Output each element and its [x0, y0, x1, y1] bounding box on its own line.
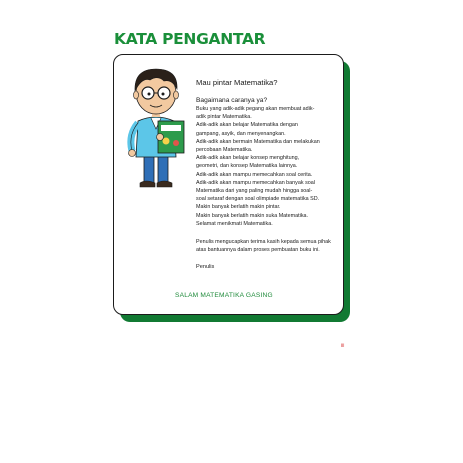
preface-line: Makin banyak berlatih makin suka Matematika. — [196, 212, 309, 219]
preface-line: Adik-adik akan belajar Matematika dengan — [196, 122, 298, 129]
preface-text — [196, 78, 336, 270]
preface-line: gampang, asyik, dan menyenangkan. — [196, 130, 286, 137]
preface-line: Makin banyak berlatih makin pintar. — [196, 204, 281, 211]
preface-lines — [196, 105, 336, 228]
page-title: KATA PENGANTAR — [114, 30, 266, 48]
author-signature: Penulis — [196, 264, 215, 271]
character-illustration — [118, 63, 198, 193]
thanks-paragraph: Penulis mengucapkan terima kasih kepada semua pihak atas bantuannya dalam proses pembuatan buku ini. — [196, 239, 331, 254]
preface-line: Adik-adik akan belajar konsep menghitung, — [196, 155, 300, 162]
preface-line: Buku yang adik-adik pegang akan membuat adik- — [196, 106, 315, 112]
preface-line: soal setaraf dengan soal olimpiade matematika SD. — [196, 196, 320, 203]
page-number: iii — [341, 343, 345, 349]
preface-line: Adik-adik akan mampu memecahkan banyak soal — [196, 179, 315, 186]
question-heading: Mau pintar Matematika? — [196, 78, 278, 87]
preface-line: Matematika dari yang paling mudah hingga soal- — [196, 188, 313, 195]
preface-line: adik pintar Matematika. — [196, 114, 252, 121]
preface-line: geometri, dan konsep Matematika lainnya. — [196, 163, 298, 170]
preface-line: Adik-adik akan mampu memecahkan soal cerita. — [196, 171, 313, 178]
intro-line: Bagaimana caranya ya? — [196, 97, 268, 104]
motto: SALAM MATEMATIKA GASING — [175, 292, 273, 299]
preface-line: percobaan Matematika. — [196, 147, 253, 154]
preface-line: Selamat menikmati Matematika. — [196, 220, 273, 227]
preface-line: Adik-adik akan bermain Matematika dan melakukan — [196, 138, 320, 145]
